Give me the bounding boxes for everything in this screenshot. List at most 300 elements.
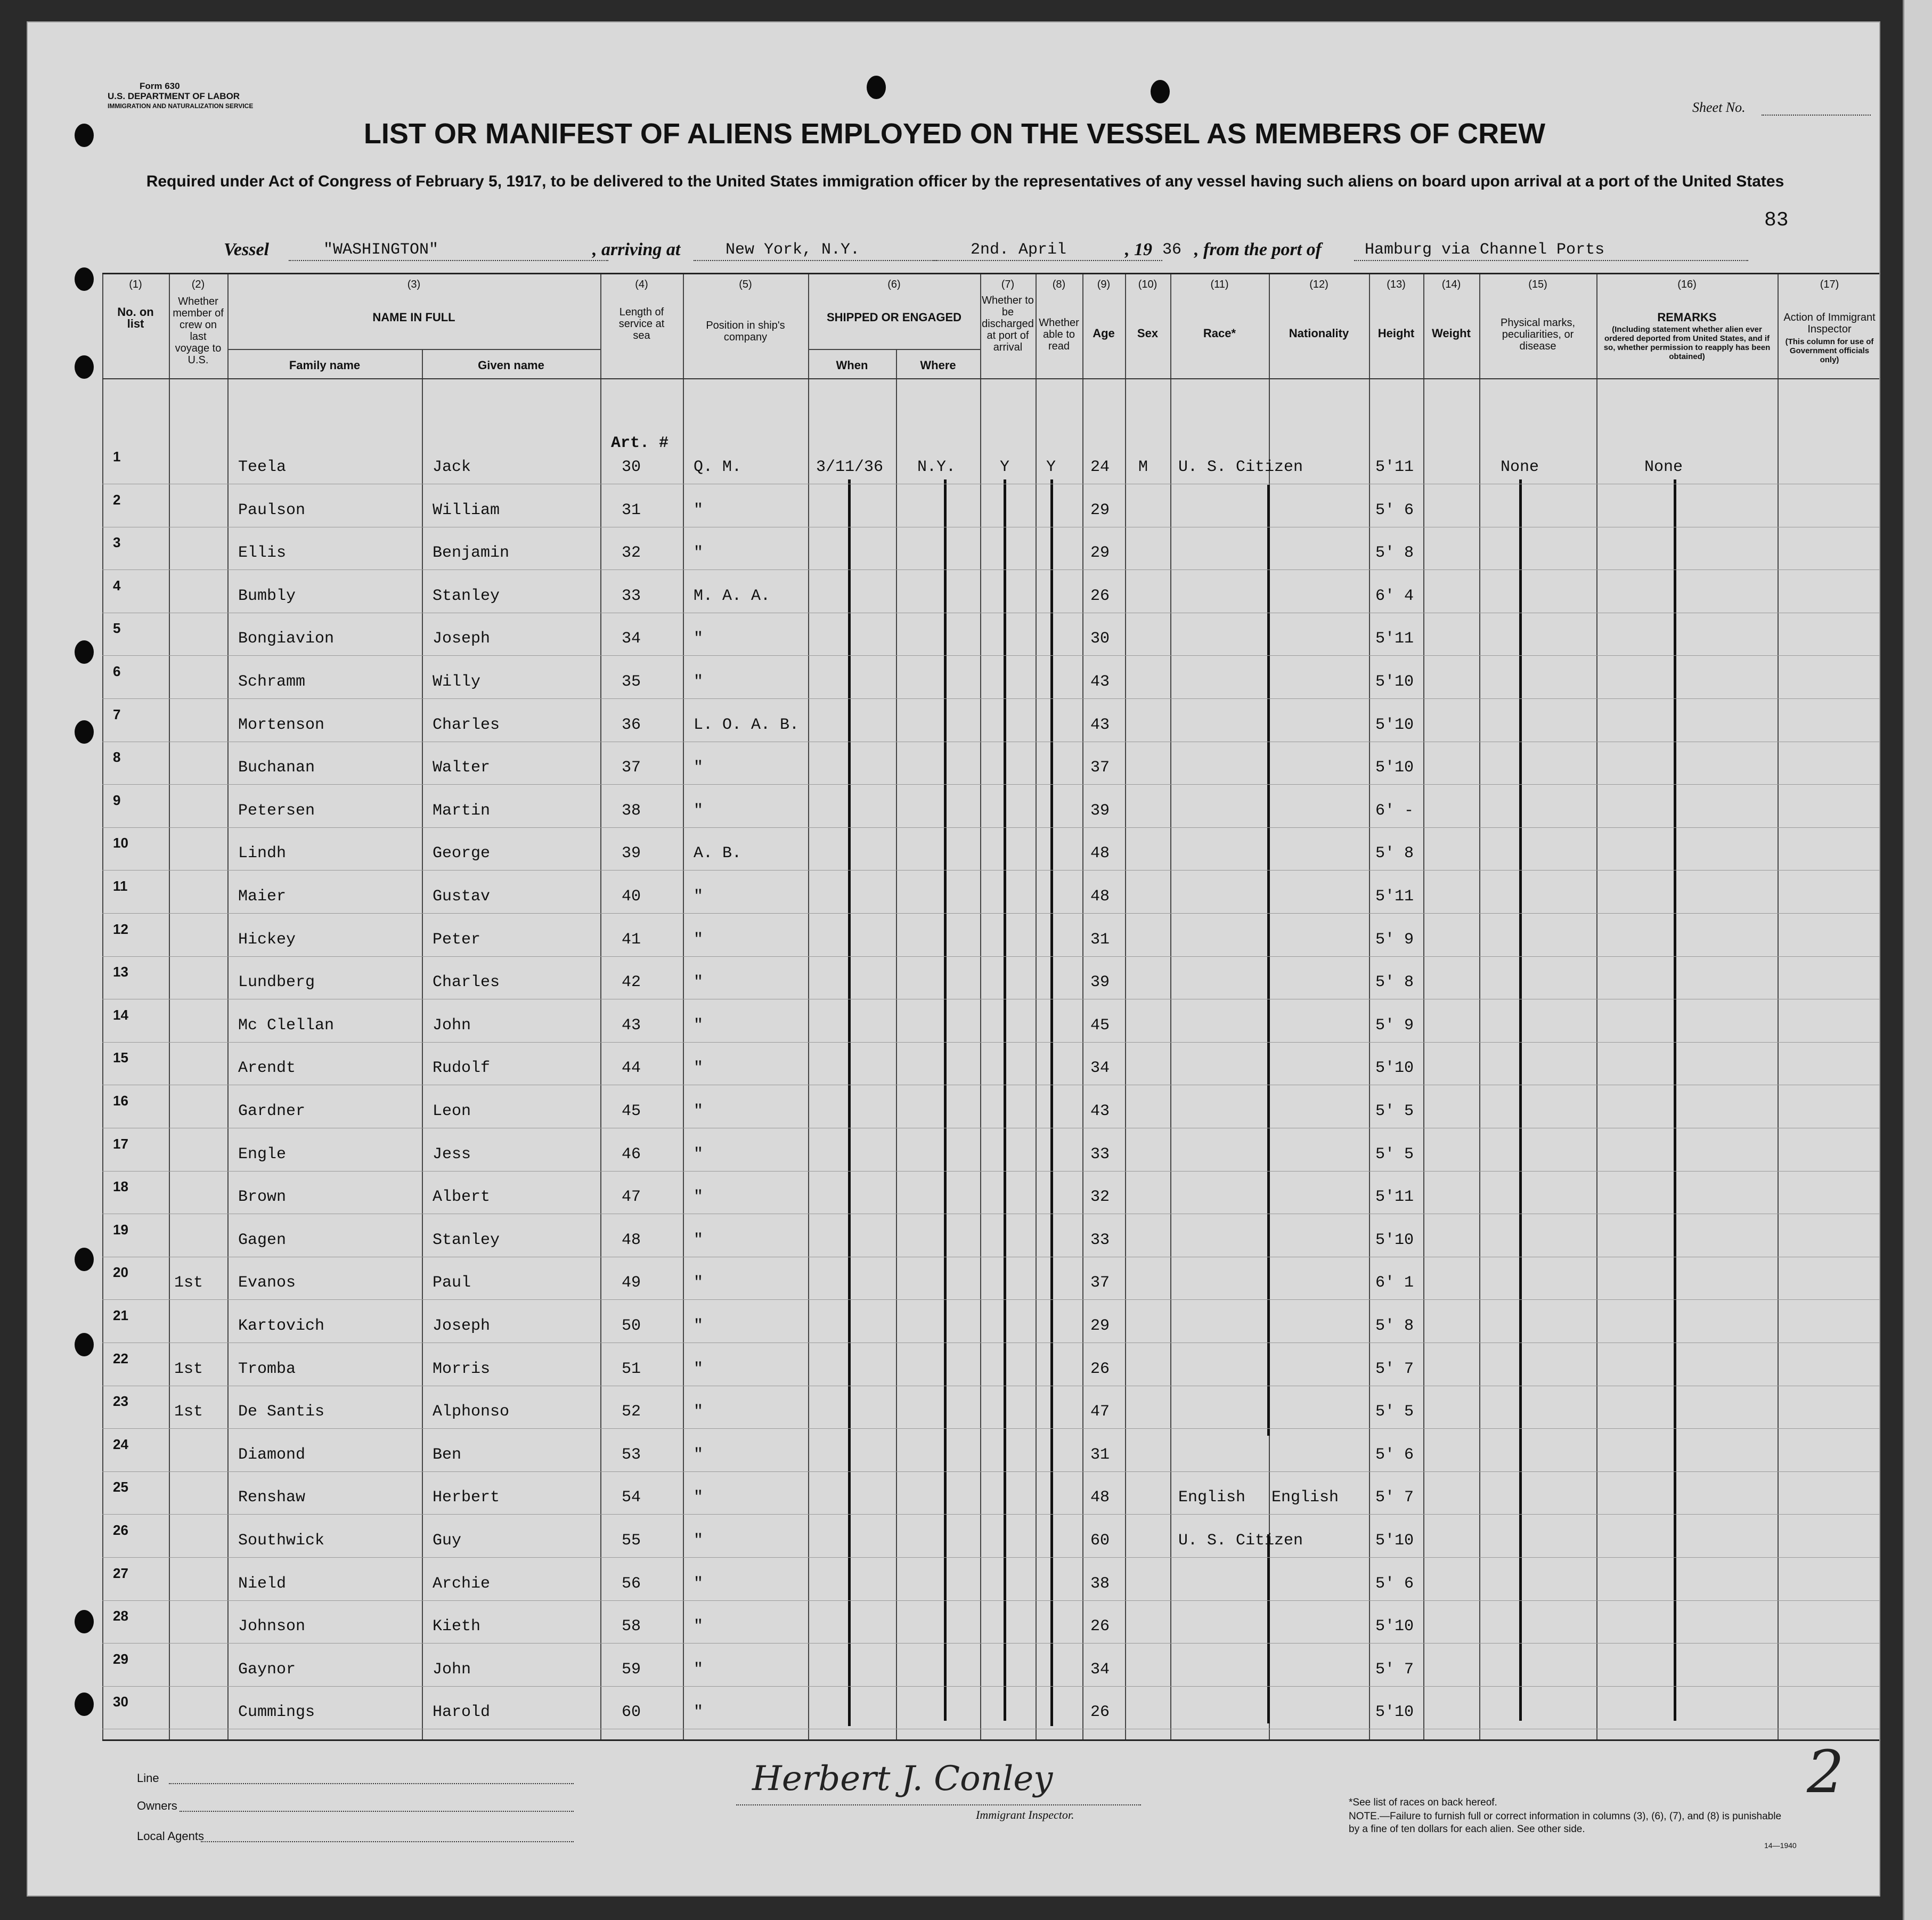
height: 5'11 bbox=[1375, 630, 1414, 648]
age: 26 bbox=[1090, 1703, 1110, 1721]
col8-label: Whether able to read bbox=[1039, 317, 1079, 352]
given-name: Peter bbox=[433, 931, 481, 949]
owners-underline bbox=[180, 1811, 574, 1812]
col15-label: Physical marks, peculiarities, or disease bbox=[1500, 317, 1576, 352]
age: 48 bbox=[1090, 1488, 1110, 1507]
service-number: 36 bbox=[622, 716, 641, 734]
row-number: 26 bbox=[113, 1522, 128, 1538]
family-name: Paulson bbox=[238, 501, 306, 519]
row-number: 28 bbox=[113, 1608, 128, 1624]
family-name: Gaynor bbox=[238, 1661, 296, 1679]
height: 5' 6 bbox=[1375, 501, 1414, 519]
height: 5' 9 bbox=[1375, 1016, 1414, 1035]
position: " bbox=[694, 501, 704, 519]
family-name: Johnson bbox=[238, 1617, 306, 1636]
family-name: Tromba bbox=[238, 1360, 296, 1378]
row-number: 15 bbox=[113, 1050, 128, 1065]
col11-label: Race* bbox=[1203, 327, 1236, 340]
col7-number: (7) bbox=[1001, 279, 1015, 290]
service-number: 30 bbox=[622, 458, 641, 476]
line-label: Line bbox=[137, 1771, 159, 1785]
from-port: Hamburg via Channel Ports bbox=[1365, 241, 1605, 259]
arriving-label: , arriving at bbox=[592, 240, 681, 259]
arrival-date: 2nd. April bbox=[971, 241, 1067, 259]
race-note: *See list of races on back hereof. bbox=[1349, 1797, 1497, 1808]
service-number: 52 bbox=[622, 1403, 641, 1421]
given-name: Archie bbox=[433, 1575, 491, 1593]
row-number: 2 bbox=[113, 492, 121, 508]
position: " bbox=[694, 1403, 704, 1421]
col4-number: (4) bbox=[635, 279, 648, 290]
given-name: Kieth bbox=[433, 1617, 481, 1636]
col16-number: (16) bbox=[1677, 279, 1697, 290]
given-name: Rudolf bbox=[433, 1059, 491, 1077]
col4-label: Length of service at sea bbox=[618, 306, 665, 341]
height: 5' 8 bbox=[1375, 844, 1414, 863]
inspector-signature: Herbert J. Conley bbox=[752, 1759, 1053, 1799]
col17-label: Action of Immigrant Inspector bbox=[1783, 312, 1876, 335]
punch-hole bbox=[1151, 80, 1170, 103]
service-number: 50 bbox=[622, 1317, 641, 1335]
position: " bbox=[694, 1145, 704, 1164]
height: 5'10 bbox=[1375, 716, 1414, 734]
position: " bbox=[694, 1488, 704, 1507]
height: 6' 1 bbox=[1375, 1274, 1414, 1292]
service-number: 35 bbox=[622, 673, 641, 691]
row-rule bbox=[102, 1686, 1880, 1687]
height: 5'10 bbox=[1375, 1532, 1414, 1550]
row-number: 10 bbox=[113, 835, 128, 851]
given-name: Jess bbox=[433, 1145, 471, 1164]
row-number: 12 bbox=[113, 921, 128, 937]
paper-stack-edge bbox=[1903, 0, 1932, 1920]
remarks: None bbox=[1644, 458, 1683, 476]
service-number: 33 bbox=[622, 587, 641, 605]
line-underline bbox=[169, 1783, 574, 1784]
ditto-mark-nationality-2 bbox=[1267, 1534, 1270, 1723]
service-number: 53 bbox=[622, 1446, 641, 1464]
row-rule bbox=[102, 913, 1880, 914]
service-number: 40 bbox=[622, 888, 641, 906]
row-number: 25 bbox=[113, 1479, 128, 1495]
ditto-mark-nationality bbox=[1267, 485, 1270, 1436]
family-name: Buchanan bbox=[238, 759, 315, 777]
race: U. S. Citizen bbox=[1178, 1532, 1303, 1550]
col12-label: Nationality bbox=[1289, 327, 1349, 340]
form-line: U.S. DEPARTMENT OF LABOR bbox=[108, 91, 240, 101]
position: " bbox=[694, 973, 704, 991]
given-name: Herbert bbox=[433, 1488, 500, 1507]
col14-number: (14) bbox=[1441, 279, 1461, 290]
service-number: 31 bbox=[622, 501, 641, 519]
col5-number: (5) bbox=[739, 279, 752, 290]
given-name: Harold bbox=[433, 1703, 491, 1721]
last-voyage: 1st bbox=[174, 1403, 203, 1421]
row-number: 22 bbox=[113, 1350, 128, 1366]
discharged: Y bbox=[1000, 458, 1010, 476]
col6-number: (6) bbox=[887, 279, 901, 290]
service-number: 32 bbox=[622, 544, 641, 562]
shipped-where: N.Y. bbox=[917, 458, 956, 476]
col3-family: Family name bbox=[289, 359, 361, 372]
page-title: LIST OR MANIFEST OF ALIENS EMPLOYED ON THE VESSEL AS MEMBERS OF CREW bbox=[363, 118, 1546, 150]
col17-number: (17) bbox=[1820, 279, 1839, 290]
given-name: Jack bbox=[433, 458, 471, 476]
height: 5' 9 bbox=[1375, 931, 1414, 949]
height: 5' 8 bbox=[1375, 1317, 1414, 1335]
col15-number: (15) bbox=[1528, 279, 1547, 290]
col11-number: (11) bbox=[1210, 279, 1229, 290]
age: 34 bbox=[1090, 1059, 1110, 1077]
service-number: 48 bbox=[622, 1231, 641, 1249]
age: 26 bbox=[1090, 587, 1110, 605]
position: " bbox=[694, 888, 704, 906]
age: 33 bbox=[1090, 1231, 1110, 1249]
col1-number: (1) bbox=[129, 279, 142, 290]
age: 30 bbox=[1090, 630, 1110, 648]
service-number: 46 bbox=[622, 1145, 641, 1164]
service-number: 60 bbox=[622, 1703, 641, 1721]
row-number: 14 bbox=[113, 1007, 128, 1023]
age: 43 bbox=[1090, 716, 1110, 734]
age: 26 bbox=[1090, 1617, 1110, 1636]
given-name: Alphonso bbox=[433, 1403, 510, 1421]
ditto-mark-where bbox=[944, 479, 947, 1721]
ditto-mark-read bbox=[1050, 479, 1053, 1726]
col13-label: Height bbox=[1377, 327, 1415, 340]
row-number: 8 bbox=[113, 749, 121, 765]
service-number: 38 bbox=[622, 802, 641, 820]
age: 24 bbox=[1090, 458, 1110, 476]
ditto-mark-discharged bbox=[1004, 479, 1006, 1721]
position: " bbox=[694, 1102, 704, 1120]
age: 34 bbox=[1090, 1661, 1110, 1679]
height: 5'10 bbox=[1375, 1231, 1414, 1249]
row-number: 6 bbox=[113, 663, 121, 679]
col2-number: (2) bbox=[191, 279, 205, 290]
family-name: Gardner bbox=[238, 1102, 306, 1120]
family-name: Mc Clellan bbox=[238, 1016, 335, 1035]
height: 5'10 bbox=[1375, 1703, 1414, 1721]
row-number: 27 bbox=[113, 1565, 128, 1581]
family-name: Bongiavion bbox=[238, 630, 335, 648]
col7-label: Whether to be discharged at port of arrival bbox=[982, 295, 1034, 353]
physical-marks: None bbox=[1501, 458, 1539, 476]
age: 29 bbox=[1090, 544, 1110, 562]
punch-hole bbox=[75, 1248, 94, 1271]
family-name: Schramm bbox=[238, 673, 306, 691]
row-number: 16 bbox=[113, 1093, 128, 1109]
sheet-no-underline bbox=[1762, 115, 1871, 116]
position: " bbox=[694, 802, 704, 820]
row-number: 5 bbox=[113, 620, 121, 636]
punch-hole bbox=[75, 640, 94, 664]
service-number: 44 bbox=[622, 1059, 641, 1077]
row-number: 19 bbox=[113, 1222, 128, 1238]
col6-label: SHIPPED OR ENGAGED bbox=[826, 311, 962, 324]
position: L. O. A. B. bbox=[694, 716, 800, 734]
given-name: Gustav bbox=[433, 888, 491, 906]
age: 48 bbox=[1090, 888, 1110, 906]
row-number: 23 bbox=[113, 1393, 128, 1409]
last-voyage: 1st bbox=[174, 1274, 203, 1292]
given-name: John bbox=[433, 1016, 471, 1035]
service-number: 49 bbox=[622, 1274, 641, 1292]
family-name: Evanos bbox=[238, 1274, 296, 1292]
given-name: John bbox=[433, 1661, 471, 1679]
family-name: Cummings bbox=[238, 1703, 315, 1721]
col10-number: (10) bbox=[1138, 279, 1157, 290]
position: Q. M. bbox=[694, 458, 742, 476]
race: U. S. Citizen bbox=[1178, 458, 1303, 476]
manifest-table bbox=[102, 273, 1880, 1741]
row-number: 24 bbox=[113, 1436, 128, 1452]
row-number: 4 bbox=[113, 577, 121, 593]
position: " bbox=[694, 1703, 704, 1721]
height: 5' 7 bbox=[1375, 1661, 1414, 1679]
service-number: 42 bbox=[622, 973, 641, 991]
ditto-mark-marks bbox=[1519, 479, 1522, 1721]
service-number: 58 bbox=[622, 1617, 641, 1636]
row-rule bbox=[102, 1299, 1880, 1300]
vessel-label: Vessel bbox=[224, 240, 269, 259]
height: 5' 7 bbox=[1375, 1488, 1414, 1507]
ditto-mark-when bbox=[848, 479, 851, 1726]
given-name: Walter bbox=[433, 759, 491, 777]
height: 5'11 bbox=[1375, 458, 1414, 476]
family-name: Brown bbox=[238, 1188, 287, 1206]
family-name: Teela bbox=[238, 458, 287, 476]
position: " bbox=[694, 1575, 704, 1593]
service-number: 51 bbox=[622, 1360, 641, 1378]
given-name: Joseph bbox=[433, 1317, 491, 1335]
given-name: Charles bbox=[433, 973, 500, 991]
row-number: 7 bbox=[113, 706, 121, 722]
row-number: 30 bbox=[113, 1694, 128, 1710]
family-name: Ellis bbox=[238, 544, 287, 562]
page-subtitle: Required under Act of Congress of February 5, 1917, to be delivered to the United States immigration officer by the representatives of any vessel having such aliens on board upon arrival at a port of the United States bbox=[146, 173, 1784, 190]
position: " bbox=[694, 1532, 704, 1550]
row-number: 20 bbox=[113, 1264, 128, 1280]
given-name: George bbox=[433, 844, 491, 863]
from-label: , from the port of bbox=[1194, 240, 1322, 259]
col5-label: Position in ship's company bbox=[706, 320, 785, 343]
handwritten-number: 2 bbox=[1807, 1738, 1844, 1806]
col6-when: When bbox=[836, 359, 868, 372]
given-name: Stanley bbox=[433, 587, 500, 605]
family-name: Lindh bbox=[238, 844, 287, 863]
col3-number: (3) bbox=[407, 279, 421, 290]
position: " bbox=[694, 1661, 704, 1679]
sex: M bbox=[1138, 458, 1148, 476]
col3-given: Given name bbox=[478, 359, 544, 372]
given-name: Leon bbox=[433, 1102, 471, 1120]
row-number: 13 bbox=[113, 964, 128, 980]
row-rule bbox=[102, 1042, 1880, 1043]
col16-sub: (Including statement whether alien ever ordered deported from United States, and if so, whether permission to reapply has been obtained) bbox=[1603, 325, 1771, 361]
age: 29 bbox=[1090, 1317, 1110, 1335]
height: 5' 8 bbox=[1375, 544, 1414, 562]
col13-number: (13) bbox=[1387, 279, 1406, 290]
position: " bbox=[694, 1274, 704, 1292]
row-rule bbox=[102, 1514, 1880, 1515]
age: 48 bbox=[1090, 844, 1110, 863]
row-rule bbox=[102, 956, 1880, 957]
col10-label: Sex bbox=[1137, 327, 1159, 340]
position: " bbox=[694, 544, 704, 562]
family-name: Nield bbox=[238, 1575, 287, 1593]
col1-label: No. on list bbox=[117, 305, 154, 330]
given-name: Albert bbox=[433, 1188, 491, 1206]
row-number: 11 bbox=[113, 878, 128, 894]
family-name: Mortenson bbox=[238, 716, 325, 734]
form-line: IMMIGRATION AND NATURALIZATION SERVICE bbox=[108, 102, 254, 110]
service-number: 55 bbox=[622, 1532, 641, 1550]
service-number: 54 bbox=[622, 1488, 641, 1507]
service-number: 59 bbox=[622, 1661, 641, 1679]
form-line: Form 630 bbox=[140, 81, 180, 91]
family-name: Renshaw bbox=[238, 1488, 306, 1507]
art-number-label: Art. # bbox=[611, 434, 669, 452]
height: 5' 5 bbox=[1375, 1145, 1414, 1164]
service-number: 39 bbox=[622, 844, 641, 863]
height: 5' 7 bbox=[1375, 1360, 1414, 1378]
punch-hole bbox=[75, 1333, 94, 1356]
last-voyage: 1st bbox=[174, 1360, 203, 1378]
row-number: 17 bbox=[113, 1136, 128, 1152]
row-rule bbox=[102, 698, 1880, 699]
year-prefix: , 19 bbox=[1125, 240, 1152, 259]
family-name: Petersen bbox=[238, 802, 315, 820]
punch-hole bbox=[75, 1693, 94, 1716]
col17-sub: (This column for use of Government officials only) bbox=[1785, 337, 1874, 364]
service-number: 56 bbox=[622, 1575, 641, 1593]
given-name: Joseph bbox=[433, 630, 491, 648]
form-number bbox=[108, 81, 253, 111]
service-number: 45 bbox=[622, 1102, 641, 1120]
col14-label: Weight bbox=[1432, 327, 1471, 340]
row-rule bbox=[102, 1471, 1880, 1472]
col3-label: NAME IN FULL bbox=[372, 311, 455, 324]
position: " bbox=[694, 630, 704, 648]
ditto-mark-remarks bbox=[1674, 479, 1676, 1721]
given-name: Charles bbox=[433, 716, 500, 734]
arriving-at: New York, N.Y. bbox=[725, 241, 860, 259]
age: 43 bbox=[1090, 673, 1110, 691]
col12-number: (12) bbox=[1309, 279, 1328, 290]
age: 38 bbox=[1090, 1575, 1110, 1593]
local-agents-label: Local Agents bbox=[137, 1829, 204, 1843]
position: " bbox=[694, 931, 704, 949]
agents-underline bbox=[201, 1841, 574, 1842]
given-name: Paul bbox=[433, 1274, 471, 1292]
col9-label: Age bbox=[1093, 327, 1115, 340]
given-name: Martin bbox=[433, 802, 491, 820]
penalty-note: NOTE.—Failure to furnish full or correct information in columns (3), (6), (7), and (8) is punishable by a fine of ten dollars for each alien. See other side. bbox=[1349, 1811, 1782, 1835]
row-number: 29 bbox=[113, 1651, 128, 1667]
height: 5' 6 bbox=[1375, 1575, 1414, 1593]
vessel-name: "WASHINGTON" bbox=[323, 241, 439, 259]
year-suffix: 36 bbox=[1162, 241, 1182, 259]
family-name: Diamond bbox=[238, 1446, 306, 1464]
height: 5' 8 bbox=[1375, 973, 1414, 991]
height: 5' 6 bbox=[1375, 1446, 1414, 1464]
age: 39 bbox=[1090, 802, 1110, 820]
page-number: 83 bbox=[1764, 209, 1789, 232]
row-rule bbox=[102, 1557, 1880, 1558]
height: 6' - bbox=[1375, 802, 1414, 820]
manifest-sheet bbox=[27, 21, 1880, 1897]
given-name: Willy bbox=[433, 673, 481, 691]
sheet-no-label bbox=[1692, 100, 1746, 116]
age: 45 bbox=[1090, 1016, 1110, 1035]
position: " bbox=[694, 1059, 704, 1077]
position: " bbox=[694, 673, 704, 691]
date-underline bbox=[933, 260, 1162, 261]
row-rule bbox=[102, 827, 1880, 828]
age: 37 bbox=[1090, 759, 1110, 777]
service-number: 43 bbox=[622, 1016, 641, 1035]
age: 60 bbox=[1090, 1532, 1110, 1550]
row-number: 1 bbox=[113, 449, 121, 465]
service-number: 34 bbox=[622, 630, 641, 648]
punch-hole bbox=[75, 355, 94, 379]
height: 5'11 bbox=[1375, 888, 1414, 906]
nationality: English bbox=[1271, 1488, 1339, 1507]
height: 5'10 bbox=[1375, 1617, 1414, 1636]
family-name: De Santis bbox=[238, 1403, 325, 1421]
height: 5'11 bbox=[1375, 1188, 1414, 1206]
age: 31 bbox=[1090, 1446, 1110, 1464]
row-rule bbox=[102, 1600, 1880, 1601]
row-rule bbox=[102, 1643, 1880, 1644]
col2-label: Whether member of crew on last voyage to U.S. bbox=[173, 296, 224, 366]
able-to-read: Y bbox=[1046, 458, 1056, 476]
position: " bbox=[694, 1317, 704, 1335]
form-code: 14—1940 bbox=[1764, 1841, 1797, 1850]
position: A. B. bbox=[694, 844, 742, 863]
height: 5'10 bbox=[1375, 759, 1414, 777]
family-name: Maier bbox=[238, 888, 287, 906]
sheet-no-text: Sheet No. bbox=[1692, 100, 1746, 115]
family-name: Southwick bbox=[238, 1532, 325, 1550]
age: 43 bbox=[1090, 1102, 1110, 1120]
height: 5' 5 bbox=[1375, 1403, 1414, 1421]
family-name: Lundberg bbox=[238, 973, 315, 991]
vessel-underline bbox=[289, 260, 608, 261]
age: 47 bbox=[1090, 1403, 1110, 1421]
punch-hole bbox=[75, 1610, 94, 1633]
service-number: 37 bbox=[622, 759, 641, 777]
given-name: Morris bbox=[433, 1360, 491, 1378]
given-name: Guy bbox=[433, 1532, 462, 1550]
row-rule bbox=[102, 655, 1880, 656]
position: " bbox=[694, 759, 704, 777]
age: 37 bbox=[1090, 1274, 1110, 1292]
punch-hole bbox=[75, 267, 94, 291]
row-number: 18 bbox=[113, 1178, 128, 1194]
row-rule bbox=[102, 784, 1880, 785]
position: " bbox=[694, 1446, 704, 1464]
family-name: Bumbly bbox=[238, 587, 296, 605]
row-number: 3 bbox=[113, 534, 121, 550]
family-name: Kartovich bbox=[238, 1317, 325, 1335]
row-rule bbox=[102, 1428, 1880, 1429]
given-name: Benjamin bbox=[433, 544, 510, 562]
punch-hole bbox=[75, 720, 94, 744]
family-name: Hickey bbox=[238, 931, 296, 949]
col8-number: (8) bbox=[1052, 279, 1066, 290]
